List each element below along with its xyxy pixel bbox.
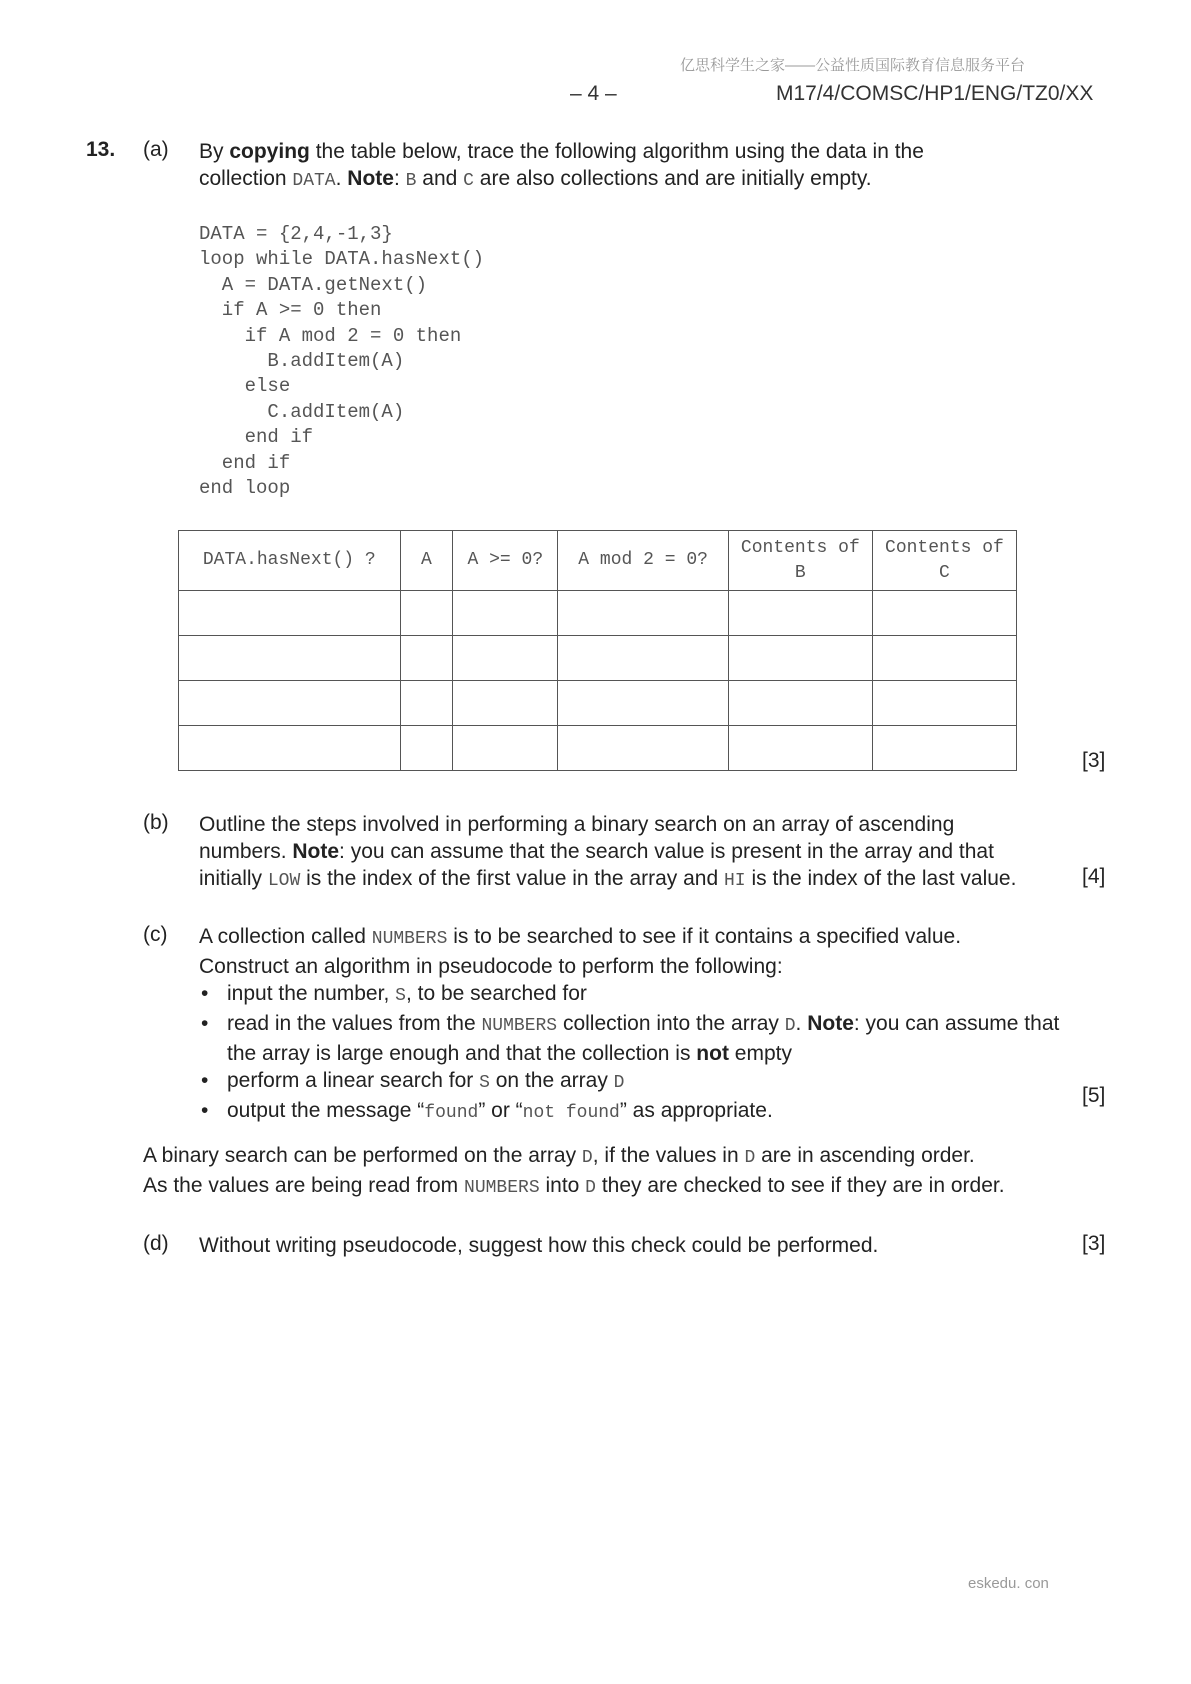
footer-watermark: eskedu. con (968, 1575, 1049, 1592)
table-cell (400, 726, 453, 771)
table-row (179, 591, 1017, 636)
part-c-label: (c) (143, 923, 168, 946)
list-item: • input the number, S, to be searched for (199, 980, 1079, 1010)
trace-table-header (179, 531, 1017, 591)
header-cell: Contents of C (872, 531, 1016, 591)
list-item: • perform a linear search for S on the array D (199, 1067, 1079, 1097)
part-b-line3: initially LOW is the index of the first value in the array and HI is the index of the last value. (199, 867, 1017, 891)
table-cell (558, 636, 728, 681)
table-row (179, 681, 1017, 726)
table-cell (400, 636, 453, 681)
header-cell: Contents of B (728, 531, 872, 591)
table-cell (872, 726, 1016, 771)
part-b-line1: Outline the steps involved in performing a binary search on an array of ascending (199, 813, 955, 836)
part-a-label: (a) (143, 138, 169, 161)
algorithm-code: DATA = {2,4,-1,3} loop while DATA.hasNext() A = DATA.getNext() if A >= 0 then if A mod 2 = 0 then B.addItem(A) else C.addItem(A) end if end if end loop (199, 223, 485, 500)
list-item: • read in the values from the NUMBERS collection into the array D. Note: you can assume that the array is large enough and that the collection is not empty (199, 1010, 1079, 1067)
part-c-marks: [5] (1082, 1084, 1106, 1107)
table-cell (728, 681, 872, 726)
part-d-label: (d) (143, 1232, 169, 1255)
part-c-line1: A collection called NUMBERS is to be searched to see if it contains a specified value. (199, 925, 962, 949)
table-cell (872, 681, 1016, 726)
part-c-line2: Construct an algorithm in pseudocode to perform the following: (199, 955, 783, 978)
header-cell: A (400, 531, 453, 591)
table-cell (453, 681, 558, 726)
table-row (179, 636, 1017, 681)
header-site-name: 亿思科学生之家——公益性质国际教育信息服务平台 (680, 57, 1026, 74)
part-c-prompt (199, 923, 1079, 1127)
table-row (179, 726, 1017, 771)
table-cell (453, 591, 558, 636)
table-cell (872, 591, 1016, 636)
table-cell (558, 591, 728, 636)
part-d-intro-line2: As the values are being read from NUMBERS into D they are checked to see if they are in order. (143, 1174, 1005, 1198)
table-cell (728, 726, 872, 771)
table-cell (453, 726, 558, 771)
part-a-line2: collection DATA. Note: B and C are also collections and are initially empty. (199, 167, 872, 191)
table-cell (400, 681, 453, 726)
part-a-prompt (199, 138, 1079, 195)
part-d-intro (143, 1142, 1083, 1202)
header-cell: DATA.hasNext() ? (179, 531, 401, 591)
part-d-marks: [3] (1082, 1232, 1106, 1255)
question-number: 13. (86, 138, 116, 161)
table-cell (400, 591, 453, 636)
part-b-marks: [4] (1082, 865, 1106, 888)
trace-table (178, 530, 1017, 771)
table-cell (558, 726, 728, 771)
part-b-label: (b) (143, 811, 169, 834)
part-a-marks: [3] (1082, 749, 1106, 772)
table-cell (179, 591, 401, 636)
table-cell (872, 636, 1016, 681)
table-cell (179, 636, 401, 681)
table-cell (179, 726, 401, 771)
part-b-line2: numbers. Note: you can assume that the search value is present in the array and that (199, 840, 994, 863)
table-cell (728, 591, 872, 636)
part-a-line1: By copying the table below, trace the following algorithm using the data in the (199, 140, 924, 163)
part-d-prompt: Without writing pseudocode, suggest how this check could be performed. (199, 1234, 879, 1257)
table-cell (558, 681, 728, 726)
table-cell (453, 636, 558, 681)
page-number: – 4 – (570, 82, 617, 105)
table-cell (728, 636, 872, 681)
header-cell: A mod 2 = 0? (558, 531, 728, 591)
table-cell (179, 681, 401, 726)
list-item: • output the message “found” or “not found” as appropriate. (199, 1097, 1079, 1127)
part-b-prompt (199, 811, 1079, 895)
part-c-bullet-list (199, 980, 1079, 1127)
header-cell: A >= 0? (453, 531, 558, 591)
paper-code: M17/4/COMSC/HP1/ENG/TZ0/XX (776, 82, 1094, 105)
part-d-intro-line1: A binary search can be performed on the array D, if the values in D are in ascending order. (143, 1144, 975, 1168)
